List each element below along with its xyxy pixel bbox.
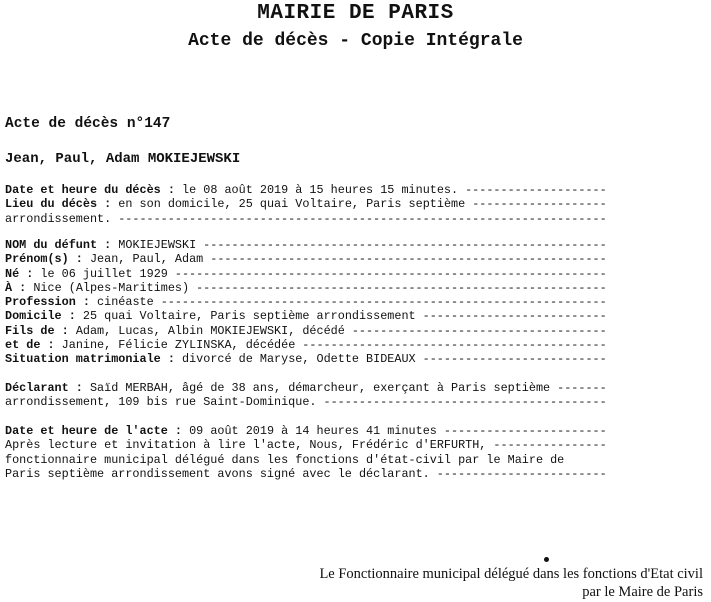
filler-dashes [111,212,605,226]
death-place-value-cont: arrondissement. [5,211,112,226]
act-body-line-3 [5,453,605,467]
death-place-line [5,197,605,211]
birth-date-line [5,267,605,281]
death-place-value: en son domicile, 25 quai Voltaire, Paris septième [118,197,466,212]
document-title: MAIRIE DE PARIS [257,2,454,25]
death-section [5,183,605,226]
deceased-first-names-line [5,252,605,266]
filler-dashes [168,267,605,281]
birth-place-label: À : [5,280,27,295]
deceased-name-label: NOM du défunt : [5,238,112,252]
filler-dashes [416,309,605,323]
signature-line-2: par le Maire de Paris [582,584,703,600]
first-names-value: Jean, Paul, Adam [89,252,204,267]
domicile-line [5,309,605,323]
act-datetime-value: 09 août 2019 à 14 heures 41 minutes [189,424,437,438]
act-body-text-2: Après lecture et invitation à lire l'acte, Nous, Frédéric d'ERFURTH, [5,438,487,453]
act-body-line-2 [5,438,605,452]
deceased-full-name: Jean, Paul, Adam MOKIEJEWSKI [5,151,241,167]
filler-dashes [458,183,605,197]
deceased-name-value: MOKIEJEWSKI [118,238,197,252]
marital-status-line [5,352,605,366]
mother-value: Janine, Félicie ZYLINSKA, décédée [61,338,296,353]
mother-line [5,338,605,352]
declarant-value: Saïd MERBAH, âgé de 38 ans, démarcheur, exerçant à Paris septième [89,381,551,395]
filler-dashes [345,324,605,338]
filler-dashes [154,295,605,309]
signature-line-1: Le Fonctionnaire municipal délégué dans les fonctions d'Etat civil [319,566,703,582]
deceased-name-line [5,238,605,252]
death-datetime-value: le 08 août 2019 à 15 heures 15 minutes. [182,183,459,197]
domicile-label: Domicile : [5,309,76,324]
filler-dashes [317,395,606,409]
filler-dashes [486,438,605,452]
profession-label: Profession : [5,295,90,310]
death-place-label: Lieu du décès : [5,197,112,212]
filler-dashes [465,197,605,211]
filler-dashes [430,467,605,481]
filler-dashes [196,238,605,252]
filler-dashes [295,338,605,352]
declarant-label: Déclarant : [5,381,83,395]
father-value: Adam, Lucas, Albin MOKIEJEWSKI, décédé [75,323,345,338]
father-label: Fils de : [5,323,69,338]
marital-status-value: divorcé de Maryse, Odette BIDEAUX [182,352,416,367]
act-record-section [5,424,605,481]
filler-dashes [416,352,605,366]
profession-line [5,295,605,309]
act-number: Acte de décès n°147 [5,116,171,132]
marital-status-label: Situation matrimoniale : [5,352,175,367]
act-datetime-line [5,424,605,438]
act-body-text-3: fonctionnaire municipal délégué dans les fonctions d'état-civil par le Maire de [5,452,565,467]
filler-dashes [437,424,605,438]
domicile-value: 25 quai Voltaire, Paris septième arrondissement [82,309,416,324]
act-datetime-label: Date et heure de l'acte : [5,424,182,438]
birth-place-value: Nice (Alpes-Maritimes) [33,280,190,295]
first-names-label: Prénom(s) : [5,252,83,267]
birth-date-label: Né : [5,266,34,281]
act-body-text-4: Paris septième arrondissement avons signé avec le déclarant. [5,466,430,481]
death-place-cont-line [5,212,605,226]
profession-value: cinéaste [97,295,154,310]
mother-label: et de : [5,338,55,353]
filler-dashes [189,281,605,295]
death-datetime-line [5,183,605,197]
birth-place-line [5,281,605,295]
filler-dashes [203,252,605,266]
document-subtitle: Acte de décès - Copie Intégrale [188,31,523,51]
declarant-line [5,381,605,395]
declarant-value-cont: arrondissement, 109 bis rue Saint-Dominique. [5,395,317,410]
filler-dashes [550,381,605,395]
father-line [5,324,605,338]
declarant-cont-line [5,395,605,409]
act-body-line-4 [5,467,605,481]
death-datetime-label: Date et heure du décès : [5,183,175,197]
declarant-section [5,381,605,410]
deceased-section [5,238,605,367]
birth-date-value: le 06 juillet 1929 [40,266,168,281]
ink-dot-mark [544,557,549,562]
